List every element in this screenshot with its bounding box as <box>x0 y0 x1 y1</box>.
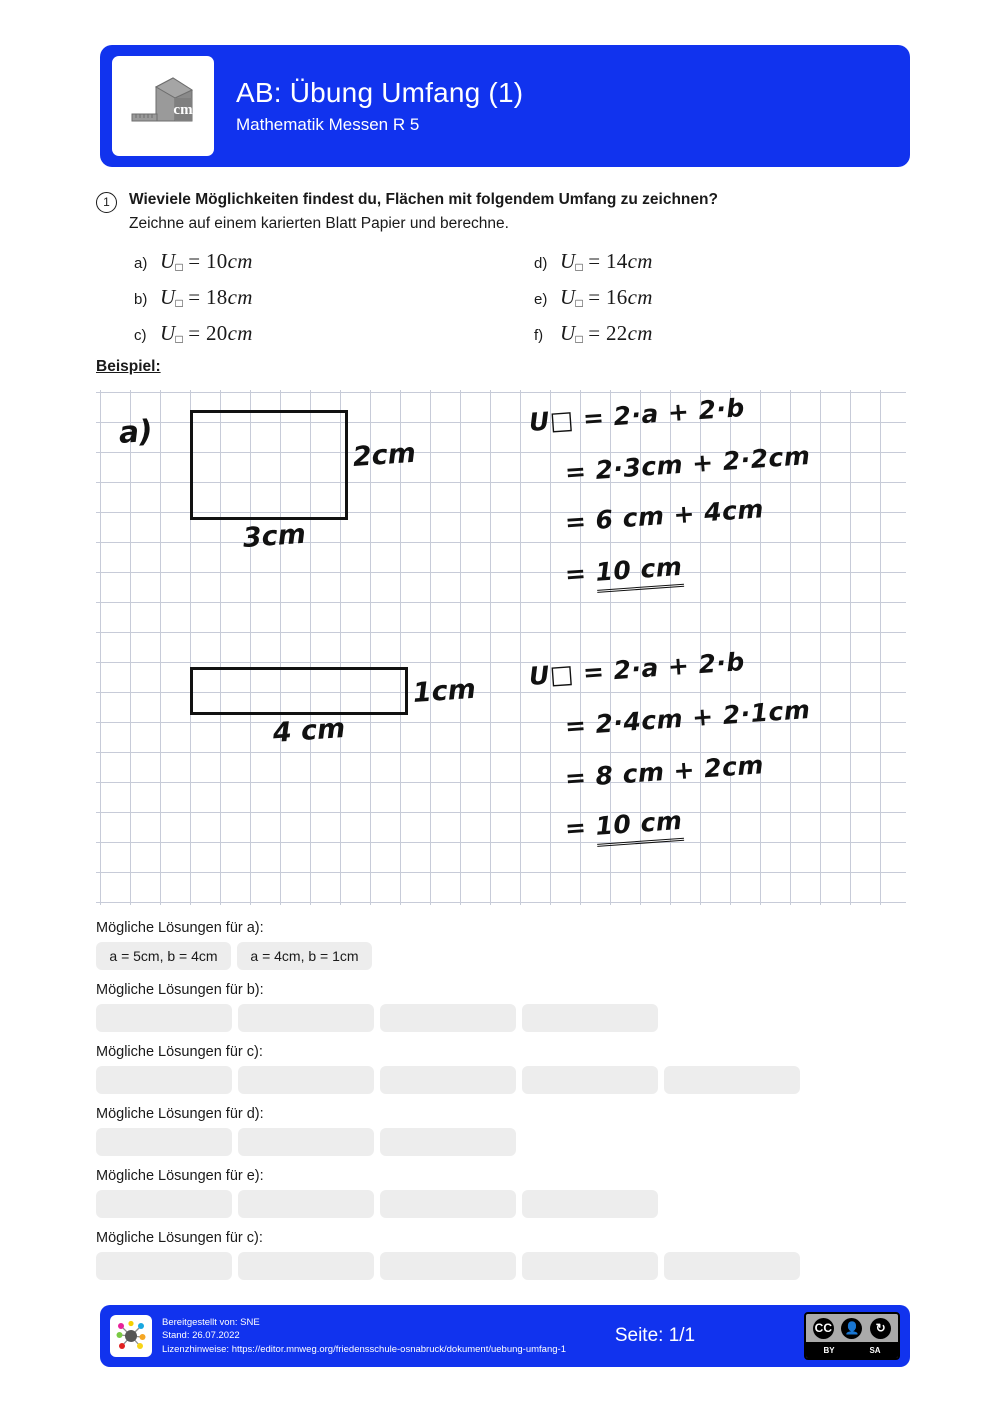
solution-group-a-row <box>96 942 916 970</box>
solution-box[interactable] <box>96 1066 232 1094</box>
task-item-list <box>134 249 916 347</box>
solution-box[interactable] <box>238 1252 374 1280</box>
task-number-badge: 1 <box>96 192 117 213</box>
task-item-e-label: e) <box>534 291 548 309</box>
solution-box[interactable] <box>238 1066 374 1094</box>
solution-box[interactable]: a = 5cm, b = 4cm <box>96 942 231 970</box>
solution-box[interactable] <box>96 1004 232 1032</box>
task-block <box>96 190 916 347</box>
example-1-rectangle <box>190 410 348 520</box>
example-1-calc-line-3: = 6 cm + 4cm <box>563 494 765 537</box>
solution-box[interactable] <box>380 1252 516 1280</box>
task-item-c-label: c) <box>134 327 147 345</box>
task-question: Wieviele Möglichkeiten findest du, Flächen mit folgendem Umfang zu zeichnen? <box>129 191 718 208</box>
example-1-width-label: 3cm <box>241 518 307 554</box>
solutions-section <box>96 920 916 1292</box>
solution-box[interactable] <box>380 1190 516 1218</box>
example-1-calc-line-1: U□ = 2·a + 2·b <box>527 392 746 437</box>
task-item-b <box>134 285 534 311</box>
cc-icon: CC <box>813 1318 834 1339</box>
cc-license-badge[interactable] <box>804 1312 900 1360</box>
solution-group-c-row <box>96 1066 916 1094</box>
solution-box[interactable] <box>522 1004 658 1032</box>
cc-sa-icon: ↻ <box>870 1318 891 1339</box>
example-2-calc-line-4: = 10 cm <box>564 806 683 843</box>
page-title: AB: Übung Umfang (1) <box>236 76 524 108</box>
solution-group-b-row <box>96 1004 916 1032</box>
footer-logo-tile <box>110 1315 152 1357</box>
task-item-f <box>534 321 934 347</box>
solution-box[interactable] <box>238 1190 374 1218</box>
header-text-block <box>236 77 523 135</box>
solution-box[interactable] <box>522 1252 658 1280</box>
tape-measure-cm-label: cm <box>173 102 193 118</box>
footer-license-link[interactable]: Lizenzhinweise: https://editor.mnweg.org/friedensschule-osnabruck/dokument/uebung-umfang-1 <box>162 1343 566 1355</box>
example-1-calc-line-2: = 2·3cm + 2·2cm <box>563 440 812 487</box>
solution-box[interactable] <box>522 1066 658 1094</box>
document-header <box>100 45 910 167</box>
solution-group-f <box>96 1230 916 1280</box>
solution-group-e-label: Mögliche Lösungen für e): <box>96 1168 264 1184</box>
solution-box[interactable] <box>96 1128 232 1156</box>
task-item-c <box>134 321 534 347</box>
solution-box[interactable]: a = 4cm, b = 1cm <box>237 942 372 970</box>
solution-group-d-label: Mögliche Lösungen für d): <box>96 1106 264 1122</box>
page-subtitle: Mathematik Messen R 5 <box>236 115 420 135</box>
cc-badge-icons <box>806 1314 898 1342</box>
example-2-calc-line-2: = 2·4cm + 2·1cm <box>563 694 812 741</box>
solution-box[interactable] <box>238 1004 374 1032</box>
solution-group-c <box>96 1044 916 1094</box>
cc-by-icon: 👤 <box>841 1318 862 1339</box>
task-instruction: Zeichne auf einem karierten Blatt Papier und berechne. <box>129 214 509 232</box>
solution-box[interactable] <box>664 1252 800 1280</box>
example-1-part-label: a) <box>117 413 154 451</box>
solution-group-b <box>96 982 916 1032</box>
task-item-b-label: b) <box>134 291 148 309</box>
solution-group-f-label: Mögliche Lösungen für c): <box>96 1230 263 1246</box>
example-1-height-label: 2cm <box>351 437 417 473</box>
task-item-d-label: d) <box>534 255 548 273</box>
task-item-a <box>134 249 534 275</box>
task-item-f-formula: U□ = 22cm <box>560 321 653 347</box>
solution-box[interactable] <box>96 1190 232 1218</box>
solution-group-f-row <box>96 1252 916 1280</box>
solution-box[interactable] <box>238 1128 374 1156</box>
footer-page-number: Seite: 1/1 <box>614 1325 696 1346</box>
example-heading: Beispiel: <box>96 358 161 375</box>
solution-box[interactable] <box>380 1128 516 1156</box>
task-item-c-formula: U□ = 20cm <box>160 321 253 347</box>
footer-date: Stand: 26.07.2022 <box>162 1330 240 1342</box>
document-footer <box>100 1305 910 1367</box>
task-heading <box>96 190 916 235</box>
footer-provided-by: Bereitgestellt von: SNE <box>162 1316 260 1328</box>
solution-group-d-row <box>96 1128 916 1156</box>
tape-measure-icon <box>126 69 200 143</box>
solution-box[interactable] <box>380 1066 516 1094</box>
solution-group-a <box>96 920 916 970</box>
solution-box[interactable] <box>96 1252 232 1280</box>
graph-paper-area <box>96 390 906 905</box>
task-item-e-formula: U□ = 16cm <box>560 285 653 311</box>
example-2-calc-line-1: U□ = 2·a + 2·b <box>527 646 746 691</box>
cc-badge-labels <box>806 1342 898 1358</box>
solution-group-d <box>96 1106 916 1156</box>
task-item-a-formula: U□ = 10cm <box>160 249 253 275</box>
cc-by-label: BY <box>823 1345 835 1355</box>
header-icon-tile <box>112 56 214 156</box>
task-item-b-formula: U□ = 18cm <box>160 285 253 311</box>
mnweg-network-icon <box>113 1318 149 1354</box>
solution-box[interactable] <box>380 1004 516 1032</box>
task-item-d <box>534 249 934 275</box>
task-item-a-label: a) <box>134 255 148 273</box>
example-1-calc-line-4: = 10 cm <box>564 552 683 589</box>
solution-group-c-label: Mögliche Lösungen für c): <box>96 1044 263 1060</box>
solution-group-b-label: Mögliche Lösungen für b): <box>96 982 264 998</box>
solution-box[interactable] <box>664 1066 800 1094</box>
example-2-calc-line-3: = 8 cm + 2cm <box>563 750 765 793</box>
task-item-f-label: f) <box>534 327 544 345</box>
example-2-height-label: 1cm <box>411 673 477 709</box>
example-2-width-label: 4 cm <box>271 713 347 749</box>
task-item-d-formula: U□ = 14cm <box>560 249 653 275</box>
solution-group-a-label: Mögliche Lösungen für a): <box>96 920 264 936</box>
solution-group-e <box>96 1168 916 1218</box>
solution-box[interactable] <box>522 1190 658 1218</box>
example-2-rectangle <box>190 667 408 715</box>
solution-group-e-row <box>96 1190 916 1218</box>
task-item-e <box>534 285 934 311</box>
cc-sa-label: SA <box>869 1345 881 1355</box>
